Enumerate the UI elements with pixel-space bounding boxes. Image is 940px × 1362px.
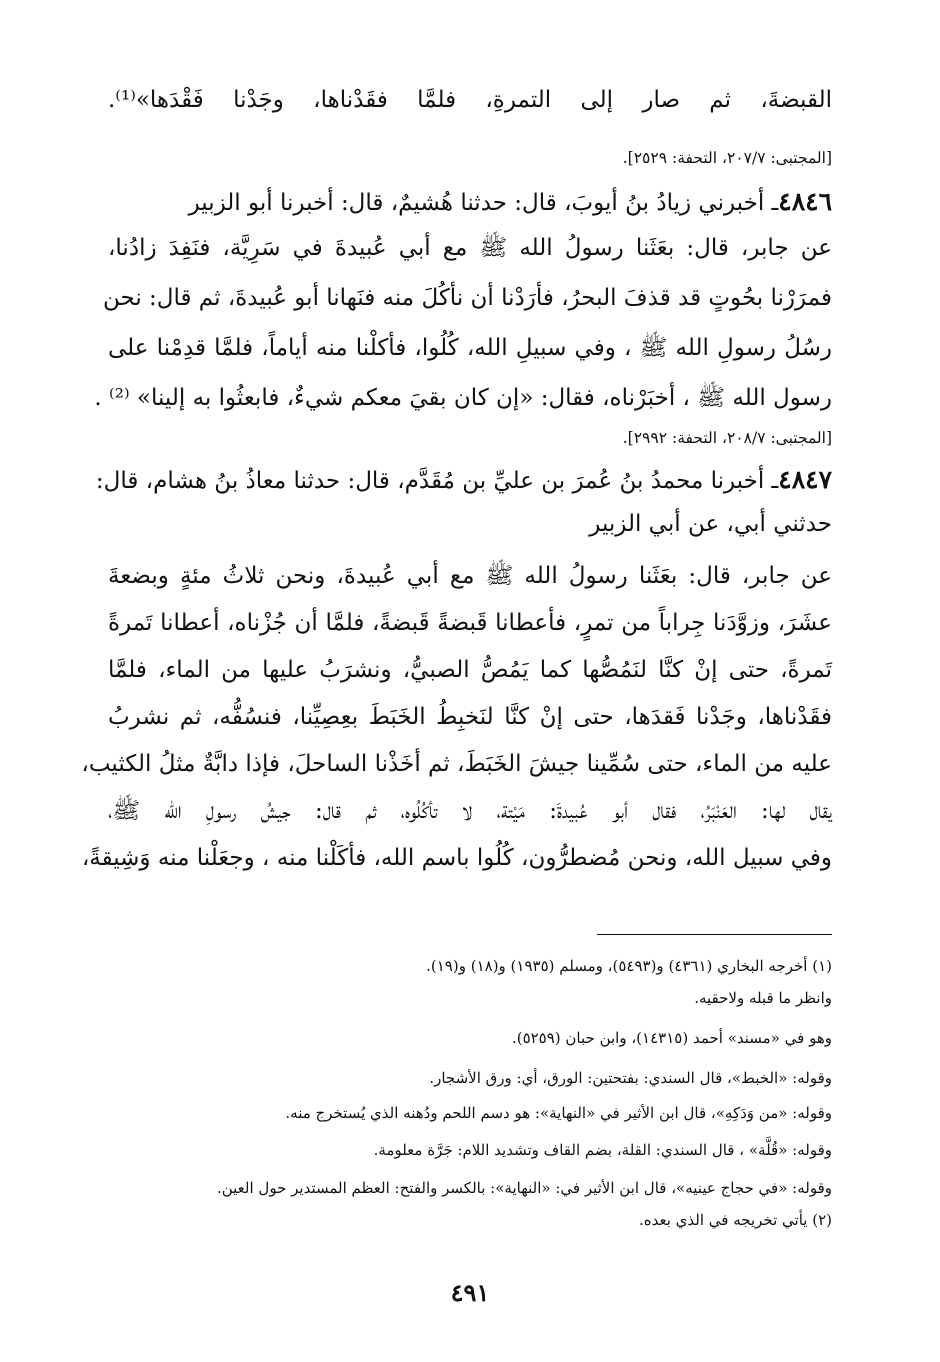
footnote: (٢) يأتي تخريجه في الذي بعده. xyxy=(638,1211,832,1229)
hadith-chain: ـ أخبرنا محمدُ بنُ عُمرَ بن عليِّ بن مُقَدَّم، قال: حدثنا معاذُ بنُ هشام، قال: xyxy=(95,468,779,494)
hadith-header xyxy=(108,182,832,223)
text-line: حدثني أبي، عن أبي الزبير xyxy=(589,511,832,537)
footnote: وقوله: «الخبط»، قال السندي: بفتحتين: الورق، أي: ورق الأشجار. xyxy=(429,1069,832,1087)
text-line: وفي سبيل الله، ونحن مُضطرُّون، كُلُوا باسم الله، فأكَلْنا منه ، وجعَلْنا منه وَشِيقةً، xyxy=(81,845,832,871)
footnote: وقوله: «من وَدَكِهِ»، قال ابن الأثير في «النهاية»: هو دسم اللحم ودُهنه الذي يُستخرج منه. xyxy=(285,1104,832,1122)
footnote: وقوله: «في حجاج عينيه»، قال ابن الأثير في: «النهاية»: بالكسر والفتح: العظم المستدير حول العين. xyxy=(216,1179,832,1197)
text-line: فمرَرْنا بحُوتٍ قد قذفَ البحرُ، فأرَدْنا أن نأكُلَ منه فنَهانا أبو عُبيدةَ، ثم قال: نحن xyxy=(102,285,832,311)
text-line: القبضةَ، ثم صار إلى التمرةِ، فلمَّا فقَدْناها، وجَدْنا فَقْدَها»⁽¹⁾. xyxy=(108,87,832,113)
hadith-number: ٤٨٤٧ xyxy=(778,465,832,494)
reference-note: [المجتبى: ٢٠٨/٧، التحفة: ٢٩٩٢]. xyxy=(622,429,832,447)
text-line: عن جابر، قال: بعَثَنا رسولُ الله ﷺ مع أبي عُبيدةَ، ونحن ثلاثُ مئةٍ وبضعةَ xyxy=(108,563,832,589)
text-line: رسُلُ رسولِ الله ﷺ ، وفي سبيلِ الله، كُلُوا، فأكلْنا منه أياماً، فلمَّا قدِمْنا على xyxy=(108,335,832,361)
footnote: (١) أخرجه البخاري (٤٣٦١) و(٥٤٩٣)، ومسلم (١٩٣٥) و(١٨) و(١٩). xyxy=(426,957,832,975)
text-line: فقَدْناها، وجَدْنا فَقدَها، حتى إنْ كنَّا لنَخبِطُ الخَبَطَ بعِصِيِّنا، فنسُفُّه، ثم نشربُ xyxy=(108,704,832,730)
page-number: ٤٩١ xyxy=(450,1278,490,1307)
hadith-number: ٤٨٤٦ xyxy=(778,187,832,216)
text-line: عليه من الماء، حتى سُمِّينا جيشَ الخَبَطَ، ثم أخَذْنا الساحلَ، فإذا دابَّةٌ مثلُ الكثيب، xyxy=(81,751,832,777)
hadith-chain: ـ أخبرني زيادُ بنُ أيوبَ، قال: حدثنا هُشيمٌ، قال: أخبرنا أبو الزبير xyxy=(188,190,779,216)
footnote-divider xyxy=(597,934,832,935)
footnote: وقوله: «قُلَّة» ، قال السندي: القلة، بضم القاف وتشديد اللام: جَرَّة معلومة. xyxy=(373,1141,832,1159)
hadith-header xyxy=(95,460,832,501)
text-line: يقال لها: العَنْبَرُ، فقال أبو عُبيدةَ: مَيْتة، لا تأكُلُوه، ثم قال: جيشُ رسولِ الله ﷺ، xyxy=(108,798,832,824)
footnote: وهو في «مسند» أحمد (١٤٣١٥)، وابن حبان (٥٢٥٩). xyxy=(511,1029,832,1047)
footnote: وانظر ما قبله ولاحقيه. xyxy=(694,989,832,1007)
reference-note: [المجتبى: ٢٠٧/٧، التحفة: ٢٥٢٩]. xyxy=(622,149,832,167)
text-line: تَمرةً، حتى إنْ كنَّا لنَمُصُّها كما يَمُصُّ الصبيُّ، ونشرَبُ عليها من الماء، فلمَّا xyxy=(108,657,832,683)
text-line: عشَرَ، وزوَّدَنا جِراباً من تمرٍ، فأعطانا قَبضةً قَبضةً، فلمَّا أن جُزْناه، أعطانا تَمرةً xyxy=(108,610,832,636)
text-line: رسول الله ﷺ ، أخبَرْناه، فقال: «إن كان بقيَ معكم شيءٌ، فابعثُوا به إلينا» ⁽²⁾ . xyxy=(94,385,832,411)
text-line: عن جابر، قال: بعَثَنا رسولُ الله ﷺ مع أبي عُبيدةَ في سَرِيَّة، فنَفِدَ زادُنا، xyxy=(108,235,832,261)
